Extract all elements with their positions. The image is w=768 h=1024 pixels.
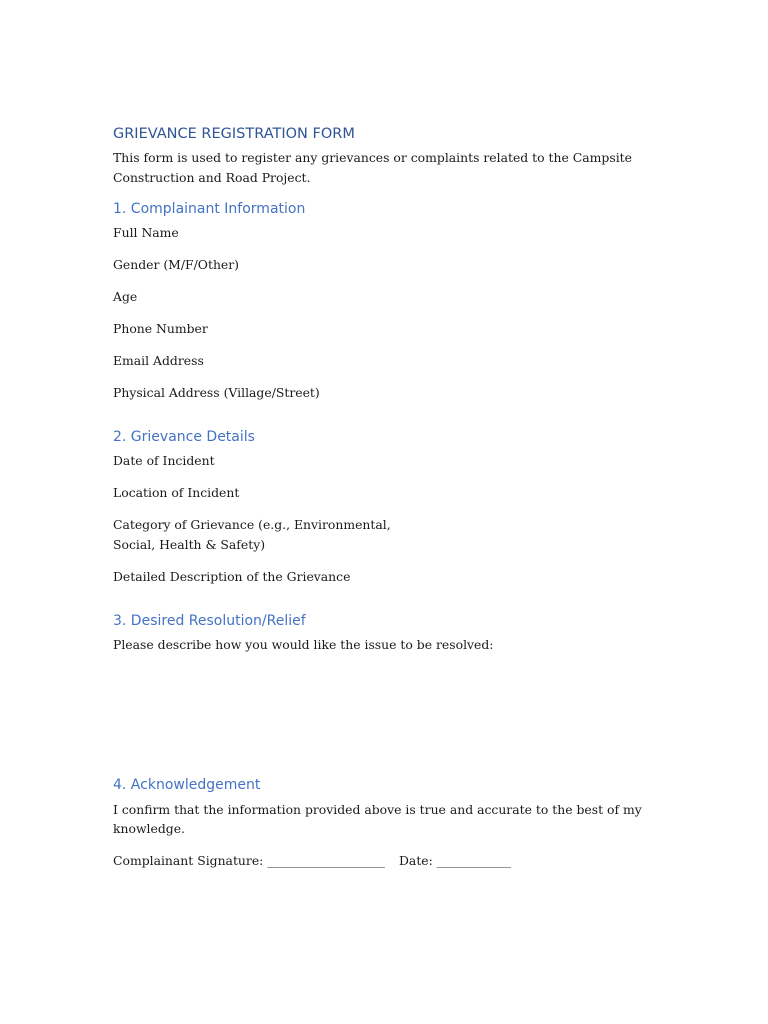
section-heading-complainant: 1. Complainant Information bbox=[113, 201, 306, 217]
complainant-signature-field: Complainant Signature: ___________________ bbox=[113, 853, 385, 868]
field-date-of-incident: Date of Incident bbox=[113, 453, 215, 468]
acknowledgement-line-2: knowledge. bbox=[113, 821, 185, 836]
section-heading-grievance: 2. Grievance Details bbox=[113, 429, 255, 445]
field-physical-address: Physical Address (Village/Street) bbox=[113, 385, 320, 400]
field-location-of-incident: Location of Incident bbox=[113, 485, 240, 500]
intro-line-2: Construction and Road Project. bbox=[113, 170, 311, 185]
field-email-address: Email Address bbox=[113, 353, 204, 368]
section-heading-resolution: 3. Desired Resolution/Relief bbox=[113, 613, 306, 629]
resolution-prompt: Please describe how you would like the issue to be resolved: bbox=[113, 637, 494, 652]
field-category-line-2: Social, Health & Safety) bbox=[113, 537, 266, 552]
field-phone-number: Phone Number bbox=[113, 321, 208, 336]
field-category-line-1: Category of Grievance (e.g., Environmental, bbox=[113, 517, 391, 532]
signature-line bbox=[113, 851, 511, 871]
field-full-name: Full Name bbox=[113, 225, 179, 240]
date-field: Date: ____________ bbox=[399, 853, 512, 868]
intro-line-1: This form is used to register any grievances or complaints related to the Campsite bbox=[113, 150, 632, 165]
field-detailed-description: Detailed Description of the Grievance bbox=[113, 569, 351, 584]
section-heading-acknowledgement: 4. Acknowledgement bbox=[113, 777, 261, 793]
field-age: Age bbox=[113, 289, 138, 304]
field-gender: Gender (M/F/Other) bbox=[113, 257, 240, 272]
page-title: GRIEVANCE REGISTRATION FORM bbox=[113, 126, 355, 142]
acknowledgement-line-1: I confirm that the information provided above is true and accurate to the best of my bbox=[113, 802, 642, 817]
